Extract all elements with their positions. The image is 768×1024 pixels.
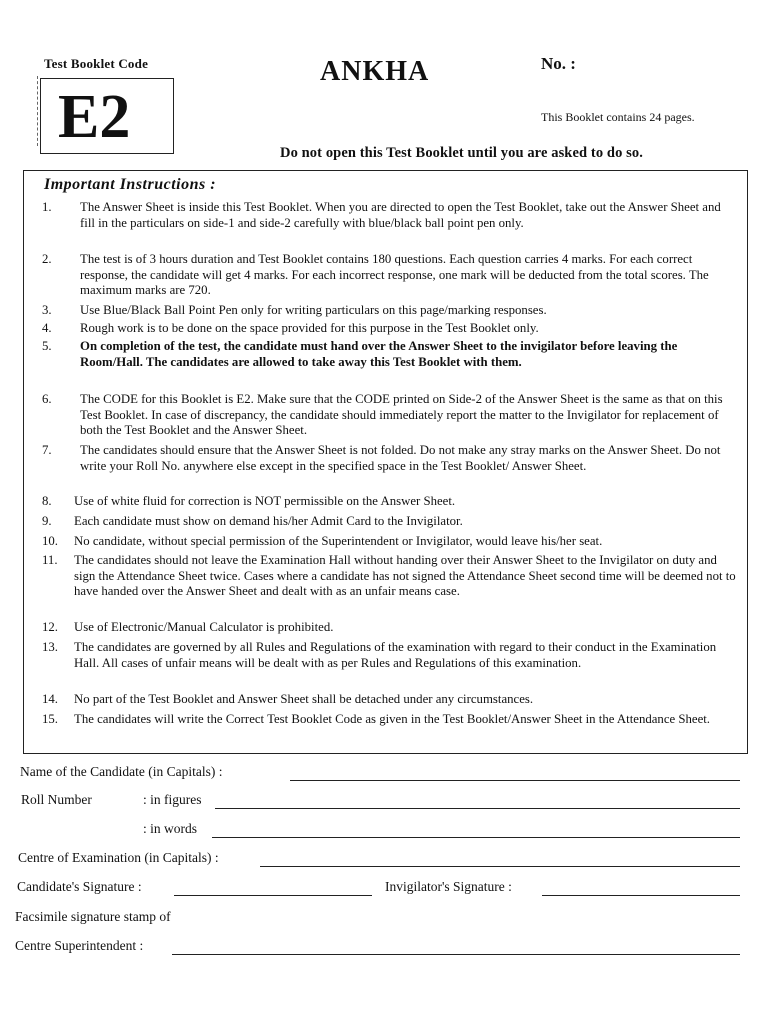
candidate-name-field[interactable] <box>290 780 740 781</box>
centre-superintendent-label: Centre Superintendent : <box>15 938 144 953</box>
invigilator-signature-label: Invigilator's Signature : <box>385 879 512 894</box>
do-not-open-notice: Do not open this Test Booklet until you are asked to do so. <box>280 145 643 161</box>
instruction-number: 7. <box>42 443 52 457</box>
instruction-number: 15. <box>42 712 58 726</box>
instruction-text: The candidates will write the Correct Test Booklet Code as given in the Test Booklet/Answer Sheet in the Attendance Sheet. <box>74 712 711 726</box>
instruction-number: 10. <box>42 534 58 548</box>
instruction-number: 6. <box>42 392 52 406</box>
candidate-signature-label: Candidate's Signature : <box>17 879 142 894</box>
candidate-signature-field[interactable] <box>174 895 372 896</box>
candidate-name-label: Name of the Candidate (in Capitals) : <box>20 764 223 779</box>
instruction-number: 3. <box>42 303 52 317</box>
instruction-text: The candidates are governed by all Rules and Regulations of the examination with regard to their conduct in the Examination Hall. All cases of unfair means will be dealt with as per Rules and Regulations of this examination. <box>74 640 717 670</box>
instruction-text: The Answer Sheet is inside this Test Booklet. When you are directed to open the Test Booklet, take out the Answer Sheet and fill in the particulars on side-1 and side-2 carefully with blue/black ball point pen only. <box>80 200 721 230</box>
instruction-text: Each candidate must show on demand his/her Admit Card to the Invigilator. <box>74 514 463 528</box>
roll-in-figures-field[interactable] <box>215 808 740 809</box>
instruction-number: 1. <box>42 200 52 214</box>
booklet-code-value: E2 <box>58 83 131 151</box>
invigilator-signature-field[interactable] <box>542 895 740 896</box>
instruction-number: 8. <box>42 494 52 508</box>
instruction-text: Use of white fluid for correction is NOT permissible on the Answer Sheet. <box>74 494 456 508</box>
roll-in-words-label: : in words <box>143 821 197 836</box>
instruction-text: The test is of 3 hours duration and Test Booklet contains 180 questions. Each question carries 4 marks. For each correct response, the candidate will get 4 marks. For each incorrect response, one mark will be deducted from the total scores. The maximum marks are 720. <box>80 252 709 297</box>
instruction-text: The CODE for this Booklet is E2. Make sure that the CODE printed on Side-2 of the Answer Sheet is the same as that on this Test Booklet. In case of discrepancy, the candidate should immediately report the matter to the Invigilator for replacement of both the Test Booklet and the Answer Sheet. <box>80 392 723 437</box>
instruction-number: 2. <box>42 252 52 266</box>
instruction-number: 5. <box>42 339 52 353</box>
instruction-number: 9. <box>42 514 52 528</box>
instruction-number: 14. <box>42 692 58 706</box>
instruction-number: 4. <box>42 321 52 335</box>
centre-of-examination-field[interactable] <box>260 866 740 867</box>
instruction-number: 11. <box>42 553 58 567</box>
roll-in-words-field[interactable] <box>212 837 740 838</box>
instruction-number: 13. <box>42 640 58 654</box>
facsimile-stamp-label: Facsimile signature stamp of <box>15 909 171 924</box>
booklet-code-label: Test Booklet Code <box>44 56 149 71</box>
instruction-text: The candidates should not leave the Examination Hall without handing over their Answer Sheet to the Invigilator on duty and sign the Attendance Sheet twice. Cases where a candidate has not signed the Attendance Sheet second time will be deemed not to have handed over the Answer Sheet and dealt with as an unfair means case. <box>74 553 736 598</box>
roll-in-figures-label: : in figures <box>143 792 202 807</box>
page-title: ANKHA <box>320 56 430 87</box>
roll-number-label: Roll Number <box>21 792 92 807</box>
instruction-text: Use of Electronic/Manual Calculator is prohibited. <box>74 620 334 634</box>
instruction-text: No part of the Test Booklet and Answer Sheet shall be detached under any circumstances. <box>74 692 534 706</box>
instructions-heading: Important Instructions : <box>44 176 217 193</box>
instruction-number: 12. <box>42 620 58 634</box>
booklet-number-label: No. : <box>541 54 576 73</box>
centre-of-examination-label: Centre of Examination (in Capitals) : <box>18 850 219 865</box>
instruction-text: On completion of the test, the candidate must hand over the Answer Sheet to the invigilator before leaving the Room/Hall. The candidates are allowed to take away this Test Booklet with them. <box>80 339 678 369</box>
instruction-text: Use Blue/Black Ball Point Pen only for writing particulars on this page/marking responses. <box>80 303 547 317</box>
instruction-text: The candidates should ensure that the Answer Sheet is not folded. Do not make any stray marks on the Answer Sheet. Do not write your Roll No. anywhere else except in the specified space in the Test Booklet/ Answer Sheet. <box>80 443 721 473</box>
centre-superintendent-field[interactable] <box>172 954 740 955</box>
instruction-text: Rough work is to be done on the space provided for this purpose in the Test Booklet only. <box>80 321 539 335</box>
pages-note: This Booklet contains 24 pages. <box>541 110 695 124</box>
instruction-text: No candidate, without special permission of the Superintendent or Invigilator, would leave his/her seat. <box>74 534 603 548</box>
